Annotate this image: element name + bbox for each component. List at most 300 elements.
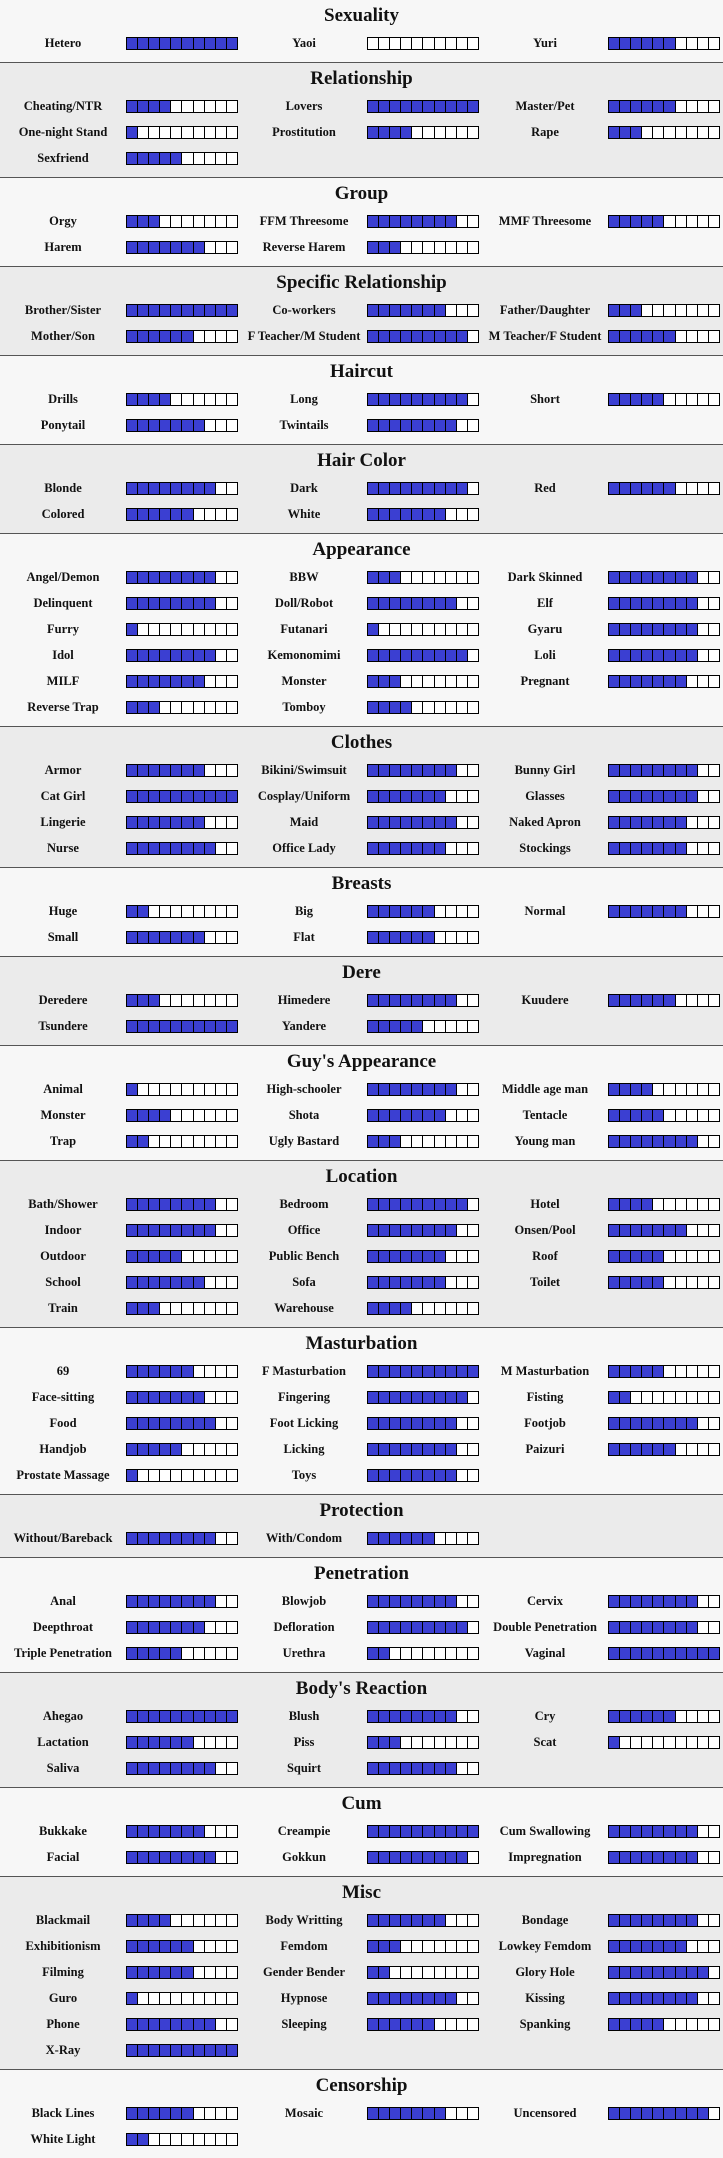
rating-box-filled[interactable]	[171, 765, 182, 776]
rating-box-empty[interactable]	[194, 1470, 205, 1481]
rating-bar[interactable]	[126, 623, 238, 636]
rating-box-filled[interactable]	[127, 1136, 138, 1147]
rating-box-empty[interactable]	[216, 676, 227, 687]
rating-box-filled[interactable]	[127, 1826, 138, 1837]
rating-box-filled[interactable]	[390, 1110, 401, 1121]
rating-box-empty[interactable]	[205, 127, 216, 138]
rating-box-filled[interactable]	[609, 38, 620, 49]
rating-box-filled[interactable]	[182, 483, 193, 494]
rating-box-filled[interactable]	[401, 127, 412, 138]
rating-bar[interactable]	[608, 1417, 720, 1430]
rating-box-filled[interactable]	[631, 1993, 642, 2004]
rating-box-filled[interactable]	[149, 153, 160, 164]
rating-box-empty[interactable]	[205, 2108, 216, 2119]
rating-box-filled[interactable]	[687, 1648, 698, 1659]
rating-box-filled[interactable]	[620, 1941, 631, 1952]
rating-box-filled[interactable]	[390, 765, 401, 776]
rating-bar[interactable]	[367, 1825, 479, 1838]
rating-box-empty[interactable]	[709, 995, 719, 1006]
rating-box-empty[interactable]	[205, 1110, 216, 1121]
rating-box-empty[interactable]	[457, 305, 468, 316]
rating-box-filled[interactable]	[149, 216, 160, 227]
rating-box-filled[interactable]	[446, 1622, 457, 1633]
rating-box-empty[interactable]	[435, 127, 446, 138]
rating-box-filled[interactable]	[368, 2108, 379, 2119]
rating-bar[interactable]	[608, 215, 720, 228]
rating-box-empty[interactable]	[468, 483, 478, 494]
rating-box-filled[interactable]	[171, 843, 182, 854]
rating-box-filled[interactable]	[412, 394, 423, 405]
rating-box-filled[interactable]	[160, 1533, 171, 1544]
rating-box-empty[interactable]	[687, 1277, 698, 1288]
rating-box-filled[interactable]	[435, 1993, 446, 2004]
rating-bar[interactable]	[608, 1365, 720, 1378]
rating-box-filled[interactable]	[423, 331, 434, 342]
rating-box-empty[interactable]	[423, 1021, 434, 1032]
rating-box-empty[interactable]	[227, 1251, 237, 1262]
rating-box-filled[interactable]	[664, 331, 675, 342]
rating-bar[interactable]	[367, 1914, 479, 1927]
rating-box-empty[interactable]	[446, 1251, 457, 1262]
rating-box-filled[interactable]	[160, 1852, 171, 1863]
rating-box-empty[interactable]	[698, 1622, 709, 1633]
rating-box-empty[interactable]	[149, 624, 160, 635]
rating-bar[interactable]	[608, 2018, 720, 2031]
rating-box-filled[interactable]	[205, 1225, 216, 1236]
rating-box-filled[interactable]	[368, 1021, 379, 1032]
rating-box-filled[interactable]	[609, 1444, 620, 1455]
rating-box-filled[interactable]	[412, 483, 423, 494]
rating-box-empty[interactable]	[642, 127, 653, 138]
rating-box-filled[interactable]	[664, 1596, 675, 1607]
rating-box-filled[interactable]	[127, 1303, 138, 1314]
rating-box-empty[interactable]	[653, 1392, 664, 1403]
rating-box-empty[interactable]	[446, 1533, 457, 1544]
rating-box-empty[interactable]	[709, 1711, 719, 1722]
rating-box-filled[interactable]	[401, 1444, 412, 1455]
rating-box-filled[interactable]	[127, 1711, 138, 1722]
rating-box-empty[interactable]	[698, 1444, 709, 1455]
rating-box-filled[interactable]	[379, 1648, 390, 1659]
rating-box-filled[interactable]	[401, 1392, 412, 1403]
rating-box-empty[interactable]	[698, 1110, 709, 1121]
rating-box-filled[interactable]	[368, 305, 379, 316]
rating-bar[interactable]	[126, 1595, 238, 1608]
rating-box-filled[interactable]	[412, 1622, 423, 1633]
rating-box-filled[interactable]	[609, 598, 620, 609]
rating-bar[interactable]	[608, 764, 720, 777]
rating-box-empty[interactable]	[435, 702, 446, 713]
rating-box-filled[interactable]	[160, 1941, 171, 1952]
rating-box-filled[interactable]	[194, 1852, 205, 1863]
rating-box-filled[interactable]	[401, 702, 412, 713]
rating-box-filled[interactable]	[631, 1084, 642, 1095]
rating-box-empty[interactable]	[227, 1225, 237, 1236]
rating-box-filled[interactable]	[160, 2019, 171, 2030]
rating-box-empty[interactable]	[435, 932, 446, 943]
rating-box-empty[interactable]	[698, 1852, 709, 1863]
rating-bar[interactable]	[608, 1710, 720, 1723]
rating-box-filled[interactable]	[368, 394, 379, 405]
rating-box-empty[interactable]	[457, 509, 468, 520]
rating-box-empty[interactable]	[676, 305, 687, 316]
rating-box-filled[interactable]	[412, 1418, 423, 1429]
rating-box-filled[interactable]	[171, 572, 182, 583]
rating-box-filled[interactable]	[709, 1648, 719, 1659]
rating-box-empty[interactable]	[709, 1277, 719, 1288]
rating-box-filled[interactable]	[194, 791, 205, 802]
rating-box-empty[interactable]	[698, 1941, 709, 1952]
rating-box-filled[interactable]	[653, 765, 664, 776]
rating-bar[interactable]	[126, 842, 238, 855]
rating-bar[interactable]	[367, 1365, 479, 1378]
rating-box-filled[interactable]	[609, 483, 620, 494]
rating-box-empty[interactable]	[182, 153, 193, 164]
rating-box-empty[interactable]	[676, 1392, 687, 1403]
rating-box-filled[interactable]	[620, 1826, 631, 1837]
rating-box-empty[interactable]	[171, 1470, 182, 1481]
rating-box-empty[interactable]	[423, 624, 434, 635]
rating-box-filled[interactable]	[446, 1852, 457, 1863]
rating-box-empty[interactable]	[205, 1648, 216, 1659]
rating-box-filled[interactable]	[620, 1084, 631, 1095]
rating-box-filled[interactable]	[423, 1199, 434, 1210]
rating-box-empty[interactable]	[227, 1418, 237, 1429]
rating-box-empty[interactable]	[205, 932, 216, 943]
rating-box-empty[interactable]	[457, 1225, 468, 1236]
rating-box-empty[interactable]	[160, 906, 171, 917]
rating-box-filled[interactable]	[171, 1941, 182, 1952]
rating-box-filled[interactable]	[127, 702, 138, 713]
rating-box-filled[interactable]	[446, 1826, 457, 1837]
rating-box-filled[interactable]	[457, 1826, 468, 1837]
rating-box-empty[interactable]	[227, 1366, 237, 1377]
rating-box-empty[interactable]	[468, 2108, 478, 2119]
rating-box-filled[interactable]	[138, 843, 149, 854]
rating-box-empty[interactable]	[171, 2134, 182, 2145]
rating-box-empty[interactable]	[468, 1251, 478, 1262]
rating-box-filled[interactable]	[446, 1225, 457, 1236]
rating-box-empty[interactable]	[227, 1852, 237, 1863]
rating-box-filled[interactable]	[609, 1993, 620, 2004]
rating-box-filled[interactable]	[390, 483, 401, 494]
rating-bar[interactable]	[367, 1532, 479, 1545]
rating-box-empty[interactable]	[423, 572, 434, 583]
rating-box-empty[interactable]	[709, 676, 719, 687]
rating-box-filled[interactable]	[127, 1993, 138, 2004]
rating-box-empty[interactable]	[412, 1967, 423, 1978]
rating-box-empty[interactable]	[698, 676, 709, 687]
rating-box-empty[interactable]	[446, 1021, 457, 1032]
rating-box-filled[interactable]	[138, 1826, 149, 1837]
rating-box-filled[interactable]	[620, 483, 631, 494]
rating-box-empty[interactable]	[468, 624, 478, 635]
rating-box-empty[interactable]	[205, 101, 216, 112]
rating-box-filled[interactable]	[457, 1199, 468, 1210]
rating-box-empty[interactable]	[216, 1084, 227, 1095]
rating-box-filled[interactable]	[149, 1366, 160, 1377]
rating-box-filled[interactable]	[127, 624, 138, 635]
rating-box-filled[interactable]	[423, 1444, 434, 1455]
rating-box-empty[interactable]	[687, 1737, 698, 1748]
rating-box-filled[interactable]	[379, 1366, 390, 1377]
rating-box-empty[interactable]	[216, 1418, 227, 1429]
rating-box-empty[interactable]	[423, 1941, 434, 1952]
rating-box-filled[interactable]	[401, 1225, 412, 1236]
rating-box-empty[interactable]	[698, 2019, 709, 2030]
rating-box-filled[interactable]	[368, 1915, 379, 1926]
rating-box-filled[interactable]	[138, 394, 149, 405]
rating-box-filled[interactable]	[664, 101, 675, 112]
rating-box-empty[interactable]	[642, 1392, 653, 1403]
rating-box-filled[interactable]	[653, 1967, 664, 1978]
rating-box-empty[interactable]	[227, 598, 237, 609]
rating-bar[interactable]	[608, 1276, 720, 1289]
rating-box-empty[interactable]	[227, 650, 237, 661]
rating-box-filled[interactable]	[160, 1392, 171, 1403]
rating-box-filled[interactable]	[676, 843, 687, 854]
rating-box-filled[interactable]	[171, 1444, 182, 1455]
rating-box-filled[interactable]	[390, 817, 401, 828]
rating-box-empty[interactable]	[194, 1444, 205, 1455]
rating-box-filled[interactable]	[138, 1533, 149, 1544]
rating-box-filled[interactable]	[368, 1941, 379, 1952]
rating-box-filled[interactable]	[160, 509, 171, 520]
rating-box-empty[interactable]	[205, 906, 216, 917]
rating-box-empty[interactable]	[227, 394, 237, 405]
rating-box-filled[interactable]	[631, 1622, 642, 1633]
rating-box-filled[interactable]	[423, 420, 434, 431]
rating-box-filled[interactable]	[368, 598, 379, 609]
rating-box-filled[interactable]	[368, 817, 379, 828]
rating-box-filled[interactable]	[149, 1596, 160, 1607]
rating-box-empty[interactable]	[171, 1136, 182, 1147]
rating-box-empty[interactable]	[216, 702, 227, 713]
rating-box-empty[interactable]	[676, 127, 687, 138]
rating-box-filled[interactable]	[379, 702, 390, 713]
rating-box-filled[interactable]	[368, 650, 379, 661]
rating-box-empty[interactable]	[227, 1084, 237, 1095]
rating-box-empty[interactable]	[182, 1251, 193, 1262]
rating-box-filled[interactable]	[642, 1251, 653, 1262]
rating-box-empty[interactable]	[468, 1763, 478, 1774]
rating-box-filled[interactable]	[609, 650, 620, 661]
rating-box-filled[interactable]	[149, 242, 160, 253]
rating-box-filled[interactable]	[379, 817, 390, 828]
rating-box-filled[interactable]	[138, 1277, 149, 1288]
rating-box-empty[interactable]	[216, 101, 227, 112]
rating-box-empty[interactable]	[446, 1737, 457, 1748]
rating-box-filled[interactable]	[446, 1711, 457, 1722]
rating-box-empty[interactable]	[412, 38, 423, 49]
rating-box-empty[interactable]	[709, 2019, 719, 2030]
rating-box-filled[interactable]	[642, 1444, 653, 1455]
rating-box-empty[interactable]	[446, 2108, 457, 2119]
rating-box-empty[interactable]	[468, 1136, 478, 1147]
rating-box-empty[interactable]	[216, 242, 227, 253]
rating-box-empty[interactable]	[227, 216, 237, 227]
rating-box-filled[interactable]	[609, 331, 620, 342]
rating-box-empty[interactable]	[227, 101, 237, 112]
rating-box-empty[interactable]	[698, 38, 709, 49]
rating-box-empty[interactable]	[698, 483, 709, 494]
rating-box-empty[interactable]	[468, 995, 478, 1006]
rating-box-filled[interactable]	[435, 1366, 446, 1377]
rating-box-filled[interactable]	[412, 1021, 423, 1032]
rating-box-filled[interactable]	[182, 1596, 193, 1607]
rating-box-filled[interactable]	[138, 1648, 149, 1659]
rating-bar[interactable]	[608, 623, 720, 636]
rating-box-empty[interactable]	[698, 305, 709, 316]
rating-box-filled[interactable]	[368, 1136, 379, 1147]
rating-box-filled[interactable]	[412, 305, 423, 316]
rating-box-filled[interactable]	[620, 1993, 631, 2004]
rating-box-filled[interactable]	[149, 765, 160, 776]
rating-box-empty[interactable]	[468, 598, 478, 609]
rating-box-filled[interactable]	[379, 791, 390, 802]
rating-box-filled[interactable]	[401, 1470, 412, 1481]
rating-box-empty[interactable]	[216, 1596, 227, 1607]
rating-box-empty[interactable]	[194, 153, 205, 164]
rating-box-filled[interactable]	[390, 1366, 401, 1377]
rating-box-empty[interactable]	[446, 1303, 457, 1314]
rating-box-filled[interactable]	[160, 765, 171, 776]
rating-box-filled[interactable]	[182, 1763, 193, 1774]
rating-box-empty[interactable]	[216, 1763, 227, 1774]
rating-box-filled[interactable]	[379, 101, 390, 112]
rating-box-filled[interactable]	[620, 2019, 631, 2030]
rating-bar[interactable]	[367, 1992, 479, 2005]
rating-box-filled[interactable]	[423, 1418, 434, 1429]
rating-box-filled[interactable]	[664, 1967, 675, 1978]
rating-box-empty[interactable]	[227, 1737, 237, 1748]
rating-box-empty[interactable]	[468, 1225, 478, 1236]
rating-box-filled[interactable]	[127, 2108, 138, 2119]
rating-box-filled[interactable]	[138, 791, 149, 802]
rating-box-filled[interactable]	[368, 1622, 379, 1633]
rating-box-empty[interactable]	[160, 995, 171, 1006]
rating-box-empty[interactable]	[401, 1941, 412, 1952]
rating-box-filled[interactable]	[127, 153, 138, 164]
rating-box-filled[interactable]	[664, 2108, 675, 2119]
rating-box-filled[interactable]	[642, 1418, 653, 1429]
rating-box-filled[interactable]	[401, 394, 412, 405]
rating-box-filled[interactable]	[620, 765, 631, 776]
rating-box-filled[interactable]	[379, 676, 390, 687]
rating-bar[interactable]	[367, 790, 479, 803]
rating-box-empty[interactable]	[698, 1993, 709, 2004]
rating-box-filled[interactable]	[149, 2045, 160, 2056]
rating-box-empty[interactable]	[227, 817, 237, 828]
rating-bar[interactable]	[126, 1621, 238, 1634]
rating-box-empty[interactable]	[194, 2108, 205, 2119]
rating-box-filled[interactable]	[412, 598, 423, 609]
rating-box-filled[interactable]	[435, 216, 446, 227]
rating-box-empty[interactable]	[227, 1470, 237, 1481]
rating-box-filled[interactable]	[194, 1711, 205, 1722]
rating-box-filled[interactable]	[620, 1251, 631, 1262]
rating-bar[interactable]	[608, 842, 720, 855]
rating-box-empty[interactable]	[390, 38, 401, 49]
rating-box-filled[interactable]	[379, 1711, 390, 1722]
rating-bar[interactable]	[608, 994, 720, 1007]
rating-bar[interactable]	[608, 1736, 720, 1749]
rating-box-filled[interactable]	[390, 2019, 401, 2030]
rating-box-empty[interactable]	[216, 420, 227, 431]
rating-box-empty[interactable]	[468, 394, 478, 405]
rating-box-empty[interactable]	[227, 509, 237, 520]
rating-box-filled[interactable]	[664, 1622, 675, 1633]
rating-box-filled[interactable]	[620, 598, 631, 609]
rating-box-filled[interactable]	[149, 572, 160, 583]
rating-box-filled[interactable]	[149, 2108, 160, 2119]
rating-bar[interactable]	[126, 1647, 238, 1660]
rating-box-filled[interactable]	[435, 483, 446, 494]
rating-box-empty[interactable]	[457, 1251, 468, 1262]
rating-box-filled[interactable]	[446, 101, 457, 112]
rating-box-filled[interactable]	[620, 995, 631, 1006]
rating-box-empty[interactable]	[149, 127, 160, 138]
rating-box-empty[interactable]	[227, 676, 237, 687]
rating-box-filled[interactable]	[676, 572, 687, 583]
rating-box-empty[interactable]	[227, 1533, 237, 1544]
rating-box-filled[interactable]	[149, 676, 160, 687]
rating-bar[interactable]	[367, 675, 479, 688]
rating-box-empty[interactable]	[664, 394, 675, 405]
rating-box-filled[interactable]	[379, 650, 390, 661]
rating-box-empty[interactable]	[709, 127, 719, 138]
rating-box-filled[interactable]	[171, 1392, 182, 1403]
rating-box-filled[interactable]	[160, 101, 171, 112]
rating-box-filled[interactable]	[390, 1763, 401, 1774]
rating-box-filled[interactable]	[642, 1648, 653, 1659]
rating-box-empty[interactable]	[709, 1084, 719, 1095]
rating-box-filled[interactable]	[642, 38, 653, 49]
rating-box-empty[interactable]	[227, 2019, 237, 2030]
rating-box-filled[interactable]	[171, 598, 182, 609]
rating-box-filled[interactable]	[620, 624, 631, 635]
rating-box-empty[interactable]	[468, 906, 478, 917]
rating-box-empty[interactable]	[698, 1199, 709, 1210]
rating-box-empty[interactable]	[687, 1251, 698, 1262]
rating-box-empty[interactable]	[687, 843, 698, 854]
rating-box-empty[interactable]	[216, 483, 227, 494]
rating-box-empty[interactable]	[368, 38, 379, 49]
rating-box-filled[interactable]	[171, 817, 182, 828]
rating-box-empty[interactable]	[182, 1303, 193, 1314]
rating-box-filled[interactable]	[149, 598, 160, 609]
rating-box-filled[interactable]	[368, 995, 379, 1006]
rating-box-filled[interactable]	[412, 995, 423, 1006]
rating-box-empty[interactable]	[401, 242, 412, 253]
rating-box-filled[interactable]	[631, 1366, 642, 1377]
rating-box-empty[interactable]	[435, 1941, 446, 1952]
rating-box-filled[interactable]	[446, 1470, 457, 1481]
rating-box-empty[interactable]	[468, 1418, 478, 1429]
rating-box-filled[interactable]	[435, 331, 446, 342]
rating-box-filled[interactable]	[205, 2019, 216, 2030]
rating-box-filled[interactable]	[620, 791, 631, 802]
rating-box-empty[interactable]	[205, 1915, 216, 1926]
rating-box-empty[interactable]	[468, 1941, 478, 1952]
rating-box-empty[interactable]	[698, 1366, 709, 1377]
rating-box-empty[interactable]	[642, 1737, 653, 1748]
rating-box-empty[interactable]	[205, 331, 216, 342]
rating-box-filled[interactable]	[631, 843, 642, 854]
rating-box-filled[interactable]	[401, 420, 412, 431]
rating-box-filled[interactable]	[435, 1622, 446, 1633]
rating-bar[interactable]	[608, 1851, 720, 1864]
